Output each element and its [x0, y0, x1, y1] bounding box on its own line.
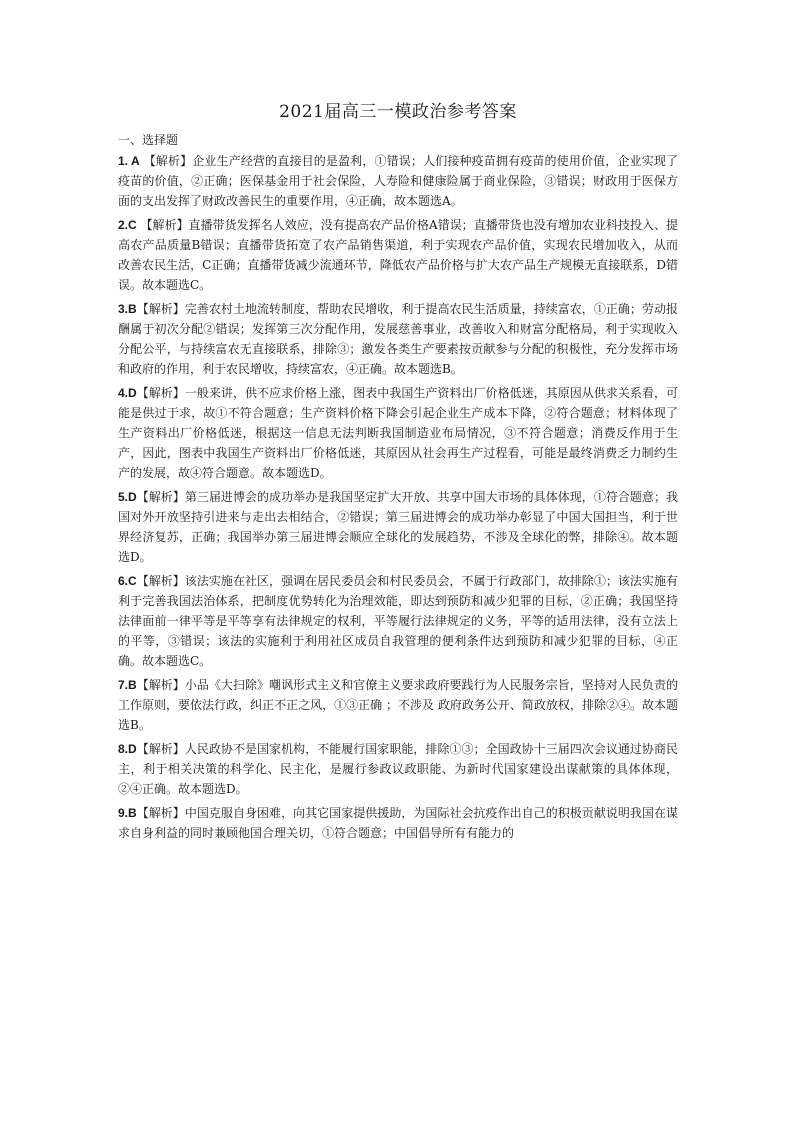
answer-number: 9.B [118, 806, 137, 820]
answer-item-7 [118, 675, 678, 735]
answer-item-8 [118, 739, 678, 799]
answer-item-5 [118, 487, 678, 567]
answer-item-9 [118, 803, 678, 843]
answer-item-6 [118, 571, 678, 671]
answer-item-3 [118, 299, 678, 379]
answer-explanation: 【解析】人民政协不是国家机构，不能履行国家职能，排除①③；全国政协十三届四次会议通过协商民主，利于相关决策的科学化、民主化，是履行参政议政职能、为新时代国家建设出谋献策的具体体现，②④正确。故本题选D。 [118, 742, 678, 796]
section-heading: 一、选择题 [118, 133, 179, 147]
answer-number: 5.D [118, 490, 137, 504]
answer-explanation: 【解析】完善农村土地流转制度，帮助农民增收，利于提高农民生活质量，持续富农，①正确；劳动报酬属于初次分配②错误；发挥第三次分配作用，发展慈善事业，改善收入和财富分配格局，利于实现收入分配公平，与持续富农无直接联系，排除③；激发各类生产要素按贡献参与分配的积极性，充分发挥市场和政府的作用，利于农民增收，持续富农，④正确。故本题选B。 [118, 302, 678, 376]
answer-number: 1. A [118, 154, 140, 168]
document-title: 2021届高三一模政治参考答案 [279, 102, 517, 122]
answer-explanation: 【解析】该法实施在社区，强调在居民委员会和村民委员会，不属于行政部门，故排除①；该法实施有利于完善我国法治体系，把制度优势转化为治理效能，即达到预防和减少犯罪的目标，②正确；我国坚持法律面前一律平等是平等享有法律规定的权利，平等履行法律规定的义务，平等的适用法律，没有立法上的平等，③错误；该法的实施利于利用社区成员自我管理的便利条件达到预防和减少犯罪的目标，④正确。故本题选C。 [118, 574, 678, 668]
answer-explanation: 【解析】直播带货发挥名人效应，没有提高农产品价格A错误；直播带货也没有增加农业科技投入、提高农产品质量B错误；直播带货拓宽了农产品销售渠道，利于实现农产品价值，实现农民增加收入，从而改善农民生活，C正确；直播带货减少流通环节，降低农产品价格与扩大农产品生产规模无直接联系，D错误。故本题选C。 [118, 218, 678, 292]
document-content [118, 100, 678, 847]
answer-item-4 [118, 383, 678, 483]
answer-number: 6.C [118, 574, 137, 588]
answer-number: 4.D [118, 386, 137, 400]
answer-explanation: 【解析】一般来讲，供不应求价格上涨，图表中我国生产资料出厂价格低迷，其原因从供求关系看，可能是供过于求，故①不符合题意；生产资料价格下降会引起企业生产成本下降，②符合题意；材料体现了生产资料出厂价格低迷，根据这一信息无法判断我国制造业布局情况，③不符合题意；消费反作用于生产，因此，图表中我国生产资料出厂价格低迷，其原因从社会再生产过程看，可能是最终消费乏力制约生产的发展，故④符合题意。故本题选D。 [118, 386, 678, 480]
answer-explanation: 【解析】企业生产经营的直接目的是盈利，①错误；人们接种疫苗拥有疫苗的使用价值，企业实现了疫苗的价值，②正确；医保基金用于社会保险，人寿险和健康险属于商业保险，③错误；财政用于医保方面的支出发挥了财政改善民生的重要作用，④正确，故本题选A。 [118, 154, 678, 208]
answer-explanation: 【解析】中国克服自身困难，向其它国家提供援助，为国际社会抗疫作出自己的积极贡献说明我国在谋求自身利益的同时兼顾他国合理关切，①符合题意；中国倡导所有有能力的 [118, 806, 678, 840]
answer-number: 7.B [118, 678, 137, 692]
answer-item-2 [118, 215, 678, 295]
answer-number: 8.D [118, 742, 137, 756]
answer-number: 3.B [118, 302, 137, 316]
answer-explanation: 【解析】小品《大扫除》嘲讽形式主义和官僚主义要求政府要践行为人民服务宗旨，坚持对人民负责的工作原则，要依法行政，纠正不正之风，①③正确 ；不涉及 政府政务公开、简政放权，排除②④。故本题选B。 [118, 678, 678, 732]
answer-item-1 [118, 151, 678, 211]
answer-explanation: 【解析】第三届进博会的成功举办是我国坚定扩大开放、共享中国大市场的具体体现，①符合题意；我国对外开放坚持引进来与走出去相结合，②错误；第三届进博会的成功举办彰显了中国大国担当，利于世界经济复苏，正确；我国举办第三届进博会顺应全球化的发展趋势，不涉及全球化的弊，排除④。故本题选D。 [118, 490, 678, 564]
answer-number: 2.C [118, 218, 137, 232]
